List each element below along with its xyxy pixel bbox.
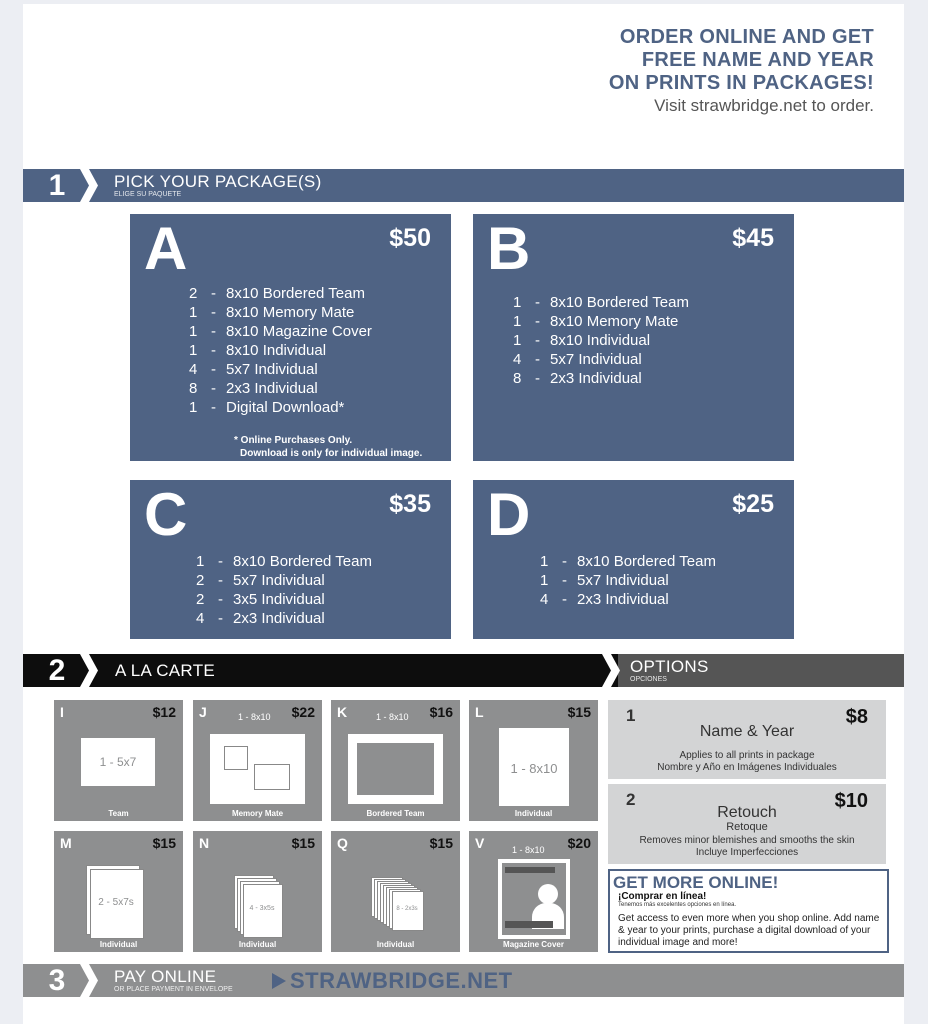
carte-letter: I (60, 704, 64, 720)
carte-caption: Memory Mate (231, 809, 284, 818)
list-item: 1 - 8x10 Bordered Team (513, 294, 689, 311)
section-3-title: PAY ONLINE (114, 967, 217, 986)
carte-caption: Individual (514, 809, 553, 818)
order-form-page (23, 4, 904, 1024)
option-number: 1 (626, 706, 636, 725)
section-2-header (23, 654, 618, 687)
carte-item-l[interactable] (469, 700, 598, 821)
list-item: 8 - 2x3 Individual (513, 370, 642, 387)
package-a-price: $50 (389, 224, 431, 252)
carte-item-i[interactable] (54, 700, 183, 821)
list-item: 2 - 8x10 Bordered Team (189, 285, 365, 302)
carte-item-n[interactable] (193, 831, 322, 952)
section-1-title: PICK YOUR PACKAGE(S) (114, 172, 322, 191)
section-1-number: 1 (48, 169, 66, 202)
carte-price: $15 (567, 704, 591, 720)
package-a-letter: A (144, 215, 188, 282)
carte-caption: Individual (238, 940, 277, 949)
carte-price: $20 (567, 835, 591, 851)
list-item: 1 - 8x10 Individual (513, 332, 651, 349)
package-a-note-1: * Online Purchases Only. (234, 435, 353, 446)
promo-line-3: ON PRINTS IN PACKAGES! (608, 72, 874, 94)
package-c-card[interactable] (130, 480, 451, 639)
carte-caption: Team (108, 809, 129, 818)
print-size-label: 1 - 8x10 (376, 712, 409, 722)
package-d-letter: D (487, 481, 531, 548)
cover-footer-bar (505, 921, 553, 928)
carte-letter: K (337, 704, 348, 720)
list-item: 4 - 5x7 Individual (189, 361, 318, 378)
package-b-card[interactable] (473, 214, 794, 461)
package-d-card[interactable] (473, 480, 794, 639)
package-a-items (189, 284, 372, 417)
option-number: 2 (626, 790, 636, 809)
print-size-label: 4 - 3x5s (249, 905, 275, 912)
carte-caption: Individual (99, 940, 138, 949)
memory-mate-thumbnail (210, 734, 305, 804)
list-item: 1 - 8x10 Individual (189, 342, 327, 359)
carte-caption: Individual (376, 940, 415, 949)
list-item: 4 - 5x7 Individual (513, 351, 642, 368)
section-3-header (23, 964, 904, 997)
package-b-letter: B (487, 215, 531, 282)
option-description: Removes minor blemishes and smooths the skin (639, 835, 855, 846)
get-more-online-box[interactable] (608, 869, 889, 953)
print-size-label: 1 - 8x10 (512, 845, 545, 855)
options-subtitle: OPCIONES (630, 676, 667, 683)
package-b-items (513, 293, 689, 388)
package-c-letter: C (144, 481, 188, 548)
online-body: Get access to even more when you shop online. Add name & year to your prints, purchase a digital download of your individual image and more! (618, 913, 880, 948)
carte-price: $12 (152, 704, 176, 720)
section-1-header (23, 169, 904, 202)
carte-item-m[interactable] (54, 831, 183, 952)
cover-headline-bar (505, 867, 555, 873)
package-d-price: $25 (732, 490, 774, 518)
option-price: $10 (834, 790, 868, 812)
package-a-card[interactable] (130, 214, 451, 461)
list-item: 2 - 5x7 Individual (196, 572, 325, 589)
section-1-subtitle: ELIGE SU PAQUETE (114, 191, 182, 198)
list-item: 2 - 3x5 Individual (196, 591, 325, 608)
carte-letter: N (199, 835, 210, 851)
section-3-number: 3 (48, 964, 66, 997)
online-subheading-small: Tenemos más excelentes opciones en línea. (618, 902, 737, 908)
option-subtitle: Retoque (726, 821, 768, 833)
promo-line-1: ORDER ONLINE AND GET (619, 26, 874, 48)
list-item: 1 - 8x10 Memory Mate (189, 304, 355, 321)
list-item: 1 - 5x7 Individual (540, 572, 669, 589)
option-name-year[interactable] (608, 700, 886, 779)
online-heading: GET MORE ONLINE! (613, 873, 779, 892)
package-c-price: $35 (389, 490, 431, 518)
play-arrow-icon (272, 973, 286, 989)
photo-area (357, 743, 434, 795)
list-item: 1 - 8x10 Bordered Team (540, 553, 716, 570)
print-size-label: 1 - 5x7 (99, 755, 137, 769)
package-b-price: $45 (732, 224, 774, 252)
chevron-right-icon (80, 654, 98, 687)
print-size-label: 8 - 2x3s (396, 906, 418, 912)
promo-line-2: FREE NAME AND YEAR (641, 49, 874, 71)
carte-letter: Q (337, 835, 348, 851)
carte-price: $15 (152, 835, 176, 851)
carte-caption: Magazine Cover (503, 940, 564, 949)
chevron-right-icon (80, 169, 98, 202)
section-2-number: 2 (48, 654, 66, 687)
carte-item-j[interactable] (193, 700, 322, 821)
promo-visit-text[interactable]: Visit strawbridge.net to order. (654, 96, 874, 115)
option-title: Name & Year (699, 723, 795, 740)
package-d-items (540, 552, 716, 609)
list-item: 4 - 2x3 Individual (540, 591, 669, 608)
option-description-es: Incluye Imperfecciones (695, 847, 799, 858)
photo-frame (254, 764, 290, 790)
carte-caption: Bordered Team (366, 809, 425, 818)
list-item: 1 - 8x10 Memory Mate (513, 313, 679, 330)
carte-letter: M (60, 835, 72, 851)
option-retouch[interactable] (608, 784, 886, 864)
promo-block (609, 26, 874, 116)
option-description-es: Nombre y Año en Imágenes Individuales (657, 762, 837, 773)
carte-letter: J (199, 704, 207, 720)
carte-price: $15 (429, 835, 453, 851)
package-c-items (196, 552, 372, 628)
bordered-team-thumbnail (348, 734, 443, 804)
chevron-right-icon (602, 654, 620, 687)
online-subheading: ¡Comprar en línea! (618, 891, 707, 902)
print-size-label: 2 - 5x7s (98, 897, 134, 908)
print-size-label: 1 - 8x10 (238, 712, 271, 722)
photo-frame (224, 746, 248, 770)
person-head-icon (538, 884, 558, 904)
carte-price: $15 (291, 835, 315, 851)
strawbridge-link[interactable]: STRAWBRIDGE.NET (290, 968, 513, 993)
carte-price: $22 (291, 704, 315, 720)
section-2-title: A LA CARTE (115, 661, 216, 680)
option-price: $8 (845, 706, 868, 728)
list-item: 1 - 8x10 Bordered Team (196, 553, 372, 570)
print-size-label: 1 - 8x10 (510, 761, 558, 776)
carte-item-k[interactable] (331, 700, 460, 821)
list-item: 1 - 8x10 Magazine Cover (189, 323, 372, 340)
list-item: 1 - Digital Download* (189, 399, 345, 416)
chevron-right-icon (80, 964, 98, 997)
options-header (618, 654, 904, 687)
carte-item-q[interactable] (331, 831, 460, 952)
list-item: 8 - 2x3 Individual (189, 380, 318, 397)
list-item: 4 - 2x3 Individual (196, 610, 325, 627)
package-a-note-2: Download is only for individual image. (240, 448, 423, 459)
options-title: OPTIONS (630, 657, 709, 676)
carte-item-v[interactable] (469, 831, 598, 952)
magazine-cover-thumbnail (498, 859, 570, 939)
option-title: Retouch (717, 804, 777, 821)
carte-price: $16 (429, 704, 453, 720)
carte-letter: L (475, 704, 484, 720)
carte-letter: V (475, 835, 485, 851)
option-description: Applies to all prints in package (679, 750, 815, 761)
section-3-subtitle: OR PLACE PAYMENT IN ENVELOPE (114, 986, 233, 993)
